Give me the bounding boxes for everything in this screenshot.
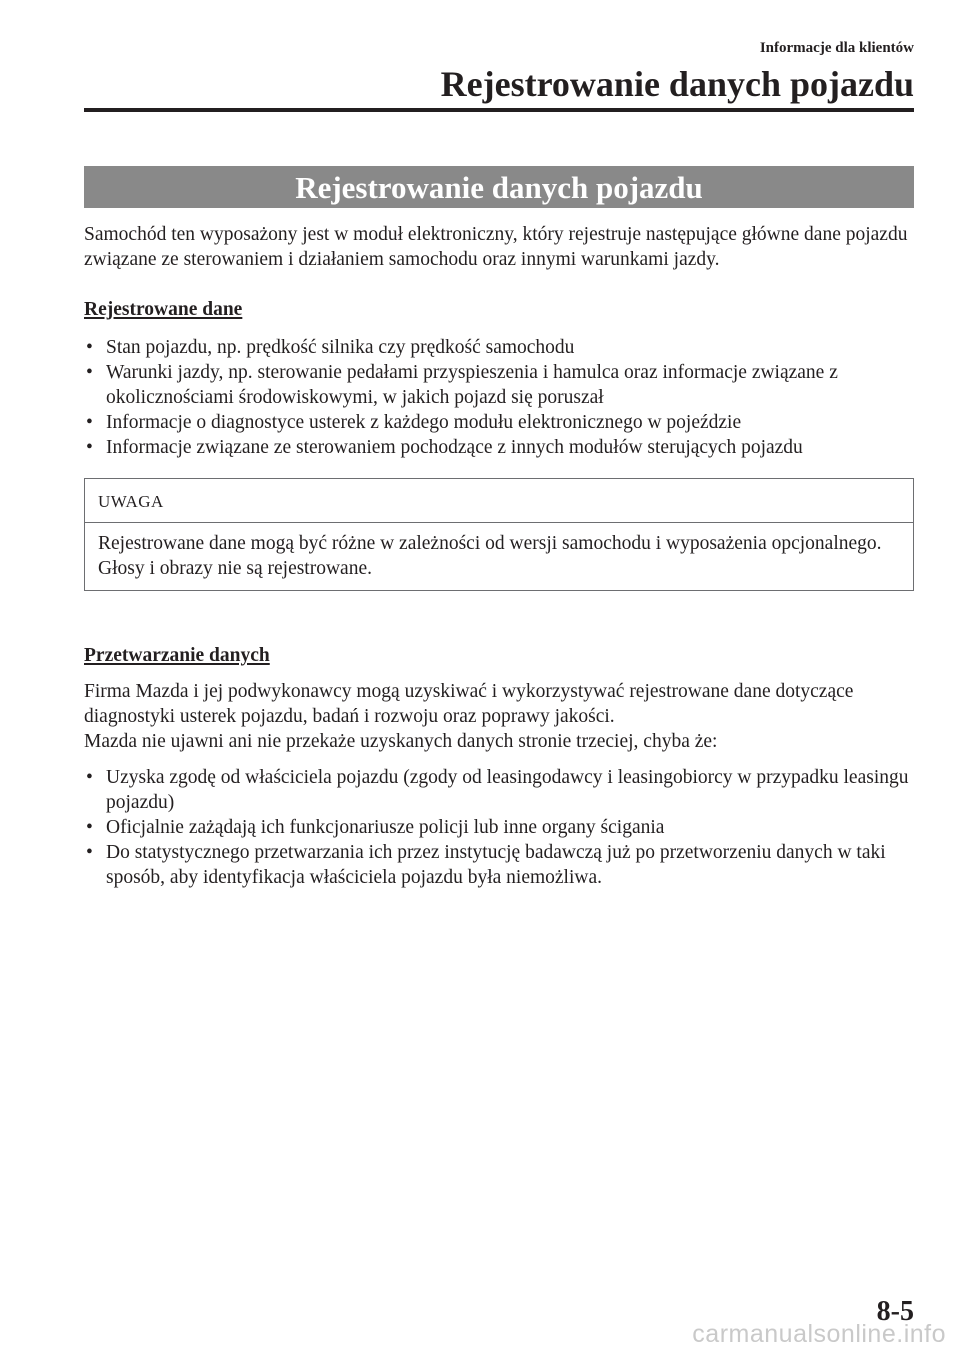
list-item: • Stan pojazdu, np. prędkość silnika czy prędkość samochodu <box>86 337 575 358</box>
note-label: UWAGA <box>85 479 913 523</box>
bullet-icon: • <box>86 767 93 788</box>
note-box <box>84 478 914 591</box>
page-number: 8-5 <box>876 1296 914 1327</box>
processing-paragraph-conditions: Mazda nie ujawni ani nie przekaże uzyskanych danych stronie trzeciej, chyba że: <box>84 731 718 752</box>
list-item: • Informacje o diagnostyce usterek z każdego modułu elektronicznego w pojeździe <box>86 412 742 433</box>
processing-heading: Przetwarzanie danych <box>84 645 270 666</box>
recorded-data-heading: Rejestrowane dane <box>84 299 243 320</box>
bullet-icon: • <box>86 842 93 863</box>
bullet-icon: • <box>86 362 93 383</box>
section-label: Informacje dla klientów <box>759 40 914 56</box>
bullet-icon: • <box>86 817 93 838</box>
section-banner: Rejestrowanie danych pojazdu <box>84 166 914 208</box>
main-content <box>84 222 914 890</box>
list-item: • Uzyska zgodę od właściciela pojazdu (zgody od leasingodawcy i leasingobiorcy w przypadku leasingu pojazdu) <box>86 767 909 813</box>
note-text: Rejestrowane dane mogą być różne w zależności od wersji samochodu i wyposażenia opcjonalnego. Głosy i obrazy nie są rejestrowane. <box>98 533 882 579</box>
bullet-icon: • <box>86 412 93 433</box>
list-item: • Oficjalnie zażądają ich funkcjonariusze policji lub inne organy ścigania <box>86 817 665 838</box>
list-item: • Warunki jazdy, np. sterowanie pedałami przyspieszenia i hamulca oraz informacje związane z okolicznościami środowiskowymi, w jakich pojazd się poruszał <box>86 362 838 408</box>
processing-paragraph: Firma Mazda i jej podwykonawcy mogą uzyskiwać i wykorzystywać rejestrowane dane dotyczące diagnostyki usterek pojazdu, badań i rozwoju oraz poprawy jakości. <box>84 681 854 727</box>
recorded-data-list <box>84 335 914 460</box>
header-divider <box>84 108 914 112</box>
bullet-icon: • <box>86 337 93 358</box>
watermark: carmanualsonline.info <box>692 1320 946 1348</box>
intro-paragraph: Samochód ten wyposażony jest w moduł elektroniczny, który rejestruje następujące główne dane pojazdu związane ze sterowaniem i działaniem samochodu oraz innymi warunkami jazdy. <box>84 224 908 270</box>
list-item: • Do statystycznego przetwarzania ich przez instytucję badawczą już po przetworzeniu danych w taki sposób, aby identyfikacja właściciela pojazdu była niemożliwa. <box>86 842 886 888</box>
page-header-title: Rejestrowanie danych pojazdu <box>440 64 914 104</box>
list-item: • Informacje związane ze sterowaniem pochodzące z innych modułów sterujących pojazdu <box>86 437 803 458</box>
bullet-icon: • <box>86 437 93 458</box>
disclosure-conditions-list <box>84 765 914 890</box>
